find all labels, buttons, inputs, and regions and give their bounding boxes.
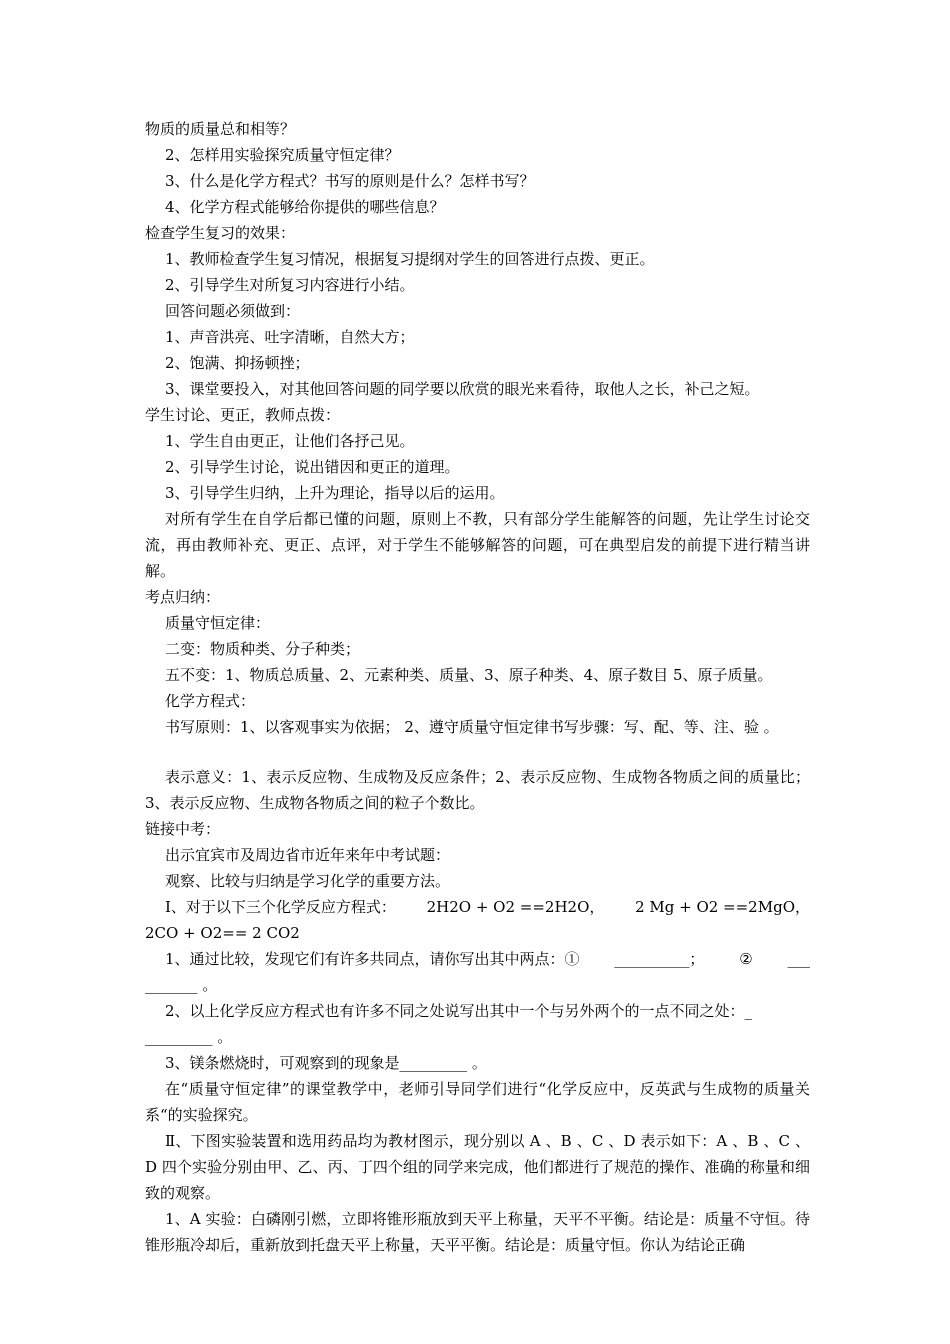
question-item: 3、什么是化学方程式？书写的原则是什么？怎样书写？ [165,172,535,190]
answer-blank: __________； [614,950,705,968]
list-item: 1、学生自由更正，让他们各抒己见。 [165,432,415,450]
paragraph: 表示意义：1、表示反应物、生成物及反应条件；2、表示反应物、生成物各物质之间的质量比；3、表示反应物、生成物各物质之间的粒子个数比。 [145,768,810,812]
list-item: 2、引导学生对所复习内容进行小结。 [165,276,415,294]
text-line: 观察、比较与归纳是学习化学的重要方法。 [165,872,451,890]
paragraph: Ⅱ、下图实验装置和选用药品均为教材图示，现分别以 A 、B 、C 、D 表示如下：A 、B 、C 、D 四个实验分别由甲、乙、丙、丁四个组的同学来完成，他们都进行了规范的操作、准确的称量和细致的观察。 [145,1132,810,1202]
list-item: 3、课堂要投入，对其他回答问题的同学要以欣赏的眼光来看待，取他人之长，补己之短。 [165,380,760,398]
list-item: 3、引导学生归纳，上升为理论，指导以后的运用。 [165,484,505,502]
equation: 2CO + O2== 2 CO2 [145,924,300,942]
document-page [145,116,810,1258]
spacer [145,740,810,764]
section-heading: 检查学生复习的效果： [145,224,296,242]
text-line: 二变：物质种类、分子种类； [165,640,361,658]
equation-intro: Ⅰ、对于以下三个化学反应方程式： [165,898,396,916]
paragraph: 1、A 实验：白磷刚引燃，立即将锥形瓶放到天平上称量，天平不平衡。结论是：质量不守恒。待锥形瓶冷却后，重新放到托盘天平上称量，天平平衡。结论是：质量守恒。你认为结论正确 [145,1210,810,1254]
paragraph: 在“质量守恒定律”的课堂教学中，老师引导同学们进行“化学反应中，反英武与生成物的质量关系“的实验探究。 [145,1080,810,1124]
question-row [145,946,810,972]
answer-blank: _______ 。 [145,976,218,994]
sub-heading: 回答问题必须做到： [165,302,301,320]
text-line: 出示宜宾市及周边省市近年来年中考试题： [165,846,451,864]
text-line: 五不变：1、物质总质量、2、元素种类、质量、3、原子种类、4、原子数目 5、原子质量。 [165,666,773,684]
question-item: 2、怎样用实验探究质量守恒定律？ [165,146,400,164]
section-heading: 学生讨论、更正，教师点拨： [145,406,341,424]
answer-blank: ___ [787,950,810,968]
question-text: 2、以上化学反应方程式也有许多不同之处说写出其中一个与另外两个的一点不同之处：_ [165,1002,753,1020]
equation: 2H2O + O2 ==2H2O， [426,898,605,916]
list-item: 2、引导学生讨论，说出错因和更正的道理。 [165,458,460,476]
sub-heading: 质量守恒定律： [165,614,271,632]
text-line: 书写原则：1、以客观事实为依据； 2、遵守质量守恒定律书写步骤：写、配、等、注、验 。 [165,718,779,736]
question-text: 3、镁条燃烧时，可观察到的现象是_________ 。 [165,1054,487,1072]
section-heading: 考点归纳： [145,588,221,606]
list-item: 1、教师检查学生复习情况，根据复习提纲对学生的回答进行点拨、更正。 [165,250,655,268]
paragraph: 对所有学生在自学后都已懂的问题，原则上不教，只有部分学生能解答的问题，先让学生讨论交流，再由教师补充、更正、点评，对于学生不能够解答的问题，可在典型启发的前提下进行精当讲解。 [145,510,810,580]
circled-number: ② [739,950,753,968]
question-item: 4、化学方程式能够给你提供的哪些信息？ [165,198,445,216]
equation-row [145,894,810,920]
list-item: 1、声音洪亮、吐字清晰，自然大方； [165,328,415,346]
question-text: 1、通过比较，发现它们有许多共同点，请你写出其中两点：① [165,950,580,968]
text-line: 物质的质量总和相等？ [145,120,296,138]
answer-blank: _________ 。 [145,1028,233,1046]
equation: 2 Mg + O2 ==2MgO， [635,898,810,916]
section-heading: 链接中考： [145,820,221,838]
list-item: 2、饱满、抑扬顿挫； [165,354,310,372]
sub-heading: 化学方程式： [165,692,256,710]
